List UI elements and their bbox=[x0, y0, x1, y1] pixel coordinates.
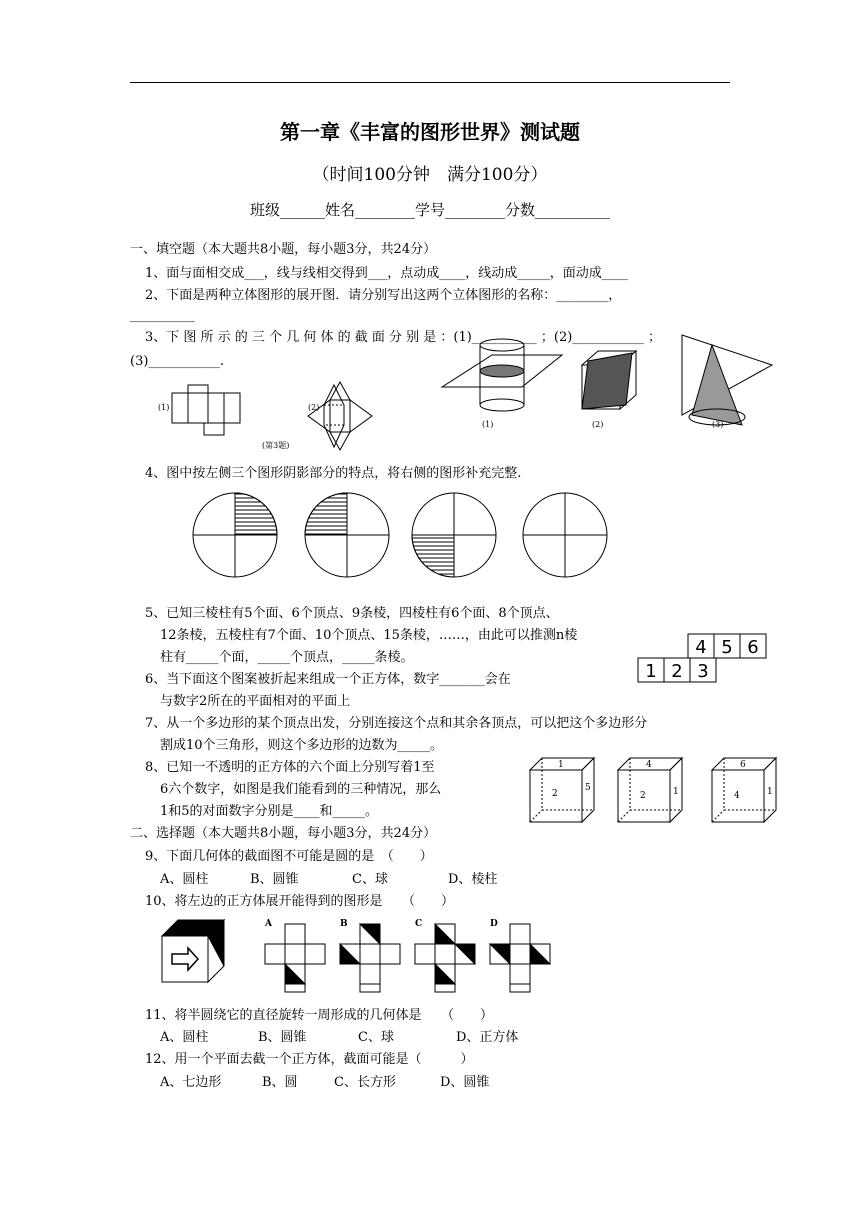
q8-cubes-figure bbox=[528, 756, 778, 826]
figure-caption: (第3题) bbox=[262, 441, 290, 450]
question-8-line2: 6六个数字，如图是我们能看到的三种情况，那么 bbox=[160, 782, 442, 797]
svg-text:4: 4 bbox=[646, 760, 652, 770]
page-title: 第一章《丰富的图形世界》测试题 bbox=[280, 120, 580, 144]
svg-text:1: 1 bbox=[558, 760, 564, 770]
svg-text:(3): (3) bbox=[712, 420, 724, 429]
svg-text:6: 6 bbox=[747, 637, 759, 658]
q9-option-c: C、球 bbox=[352, 872, 388, 887]
svg-text:1: 1 bbox=[645, 661, 657, 682]
svg-text:1: 1 bbox=[673, 787, 679, 797]
svg-text:4: 4 bbox=[734, 791, 740, 801]
svg-text:C: C bbox=[415, 919, 423, 929]
q10-cube-nets-figure bbox=[160, 916, 560, 998]
question-5-line3: 柱有_____个面，_____个顶点，_____条棱。 bbox=[160, 650, 414, 665]
question-9: 9、下面几何体的截面图不可能是圆的是 （ ） bbox=[145, 849, 433, 864]
svg-text:5: 5 bbox=[585, 783, 591, 793]
section1-heading: 一、填空题（本大题共8小题，每小题3分，共24分） bbox=[130, 242, 437, 257]
q12-option-a: A、七边形 bbox=[160, 1075, 222, 1090]
question-6-line1: 6、当下面这个图案被折起来组成一个正方体，数字_______会在 bbox=[145, 672, 511, 687]
svg-text:A: A bbox=[265, 919, 272, 929]
q9-option-b: B、圆锥 bbox=[250, 872, 299, 887]
question-5-line2: 12条棱，五棱柱有7个面、10个顶点、15条棱，……，由此可以推测n棱 bbox=[160, 628, 578, 643]
question-3-continued: (3)___________. bbox=[130, 354, 225, 369]
question-12: 12、用一个平面去截一个正方体，截面可能是（ ） bbox=[145, 1052, 474, 1067]
question-2: 2、下面是两种立体图形的展开图．请分别写出这两个立体图形的名称：________， bbox=[145, 288, 622, 303]
question-11: 11、将半圆绕它的直径旋转一周形成的几何体是 （ ） bbox=[145, 1008, 494, 1023]
svg-text:(2): (2) bbox=[592, 420, 604, 429]
question-4: 4、图中按左侧三个图形阴影部分的特点，将右侧的图形补充完整. bbox=[145, 466, 522, 481]
q4-circles-figure bbox=[192, 492, 612, 582]
svg-text:6: 6 bbox=[740, 760, 746, 770]
question-6-line2: 与数字2所在的平面相对的平面上 bbox=[160, 694, 351, 709]
svg-text:1: 1 bbox=[767, 787, 773, 797]
svg-text:(2): (2) bbox=[308, 403, 320, 412]
q3-solids-figure bbox=[442, 335, 772, 435]
header-rule bbox=[130, 82, 730, 83]
net-label-1: (1) bbox=[158, 403, 170, 412]
question-1: 1、面与面相交成___，线与线相交得到___，点动成____，线动成_____，面动成____ bbox=[145, 266, 628, 281]
q11-option-b: B、圆锥 bbox=[258, 1030, 307, 1045]
q2-net-2 bbox=[300, 382, 380, 452]
svg-text:2: 2 bbox=[552, 789, 558, 799]
student-info-line: 班级______姓名________学号________分数__________ bbox=[249, 201, 610, 219]
svg-text:2: 2 bbox=[671, 661, 683, 682]
svg-text:5: 5 bbox=[721, 637, 733, 658]
q12-option-b: B、圆 bbox=[262, 1075, 298, 1090]
question-5-line1: 5、已知三棱柱有5个面、6个顶点、9条棱，四棱柱有6个面、8个顶点、 bbox=[145, 606, 559, 621]
q9-option-a: A、圆柱 bbox=[160, 872, 209, 887]
question-8-line3: 1和5的对面数字分别是____和_____。 bbox=[160, 804, 379, 819]
svg-text:D: D bbox=[490, 919, 498, 929]
svg-text:(1): (1) bbox=[482, 420, 494, 429]
question-7-line2: 割成10个三角形，则这个多边形的边数为_____。 bbox=[160, 738, 444, 753]
page-subtitle: （时间100分钟 满分100分） bbox=[312, 165, 548, 185]
svg-text:3: 3 bbox=[697, 661, 709, 682]
q12-option-c: C、长方形 bbox=[334, 1075, 396, 1090]
question-8-line1: 8、已知一不透明的正方体的六个面上分别写着1至 bbox=[145, 760, 435, 775]
q6-digit-net bbox=[638, 632, 773, 684]
question-2-continued: __________ bbox=[130, 308, 195, 323]
q11-option-d: D、正方体 bbox=[456, 1030, 519, 1045]
q12-option-d: D、圆锥 bbox=[440, 1075, 490, 1090]
q11-option-a: A、圆柱 bbox=[160, 1030, 209, 1045]
question-10: 10、将左边的正方体展开能得到的图形是 （ ） bbox=[145, 894, 455, 909]
svg-text:4: 4 bbox=[695, 637, 707, 658]
question-3: 3、下 图 所 示 的 三 个 几 何 体 的 截 面 分 别 是 ：(1)__________ ；(2)___________ ； bbox=[145, 330, 661, 345]
svg-text:2: 2 bbox=[640, 791, 646, 801]
q11-option-c: C、球 bbox=[358, 1030, 394, 1045]
svg-text:B: B bbox=[340, 919, 348, 929]
q9-option-d: D、棱柱 bbox=[448, 872, 498, 887]
question-7-line1: 7、从一个多边形的某个顶点出发，分别连接这个点和其余各顶点，可以把这个多边形分 bbox=[145, 716, 648, 731]
section2-heading: 二、选择题（本大题共8小题，每小题3分，共24分） bbox=[130, 826, 437, 841]
